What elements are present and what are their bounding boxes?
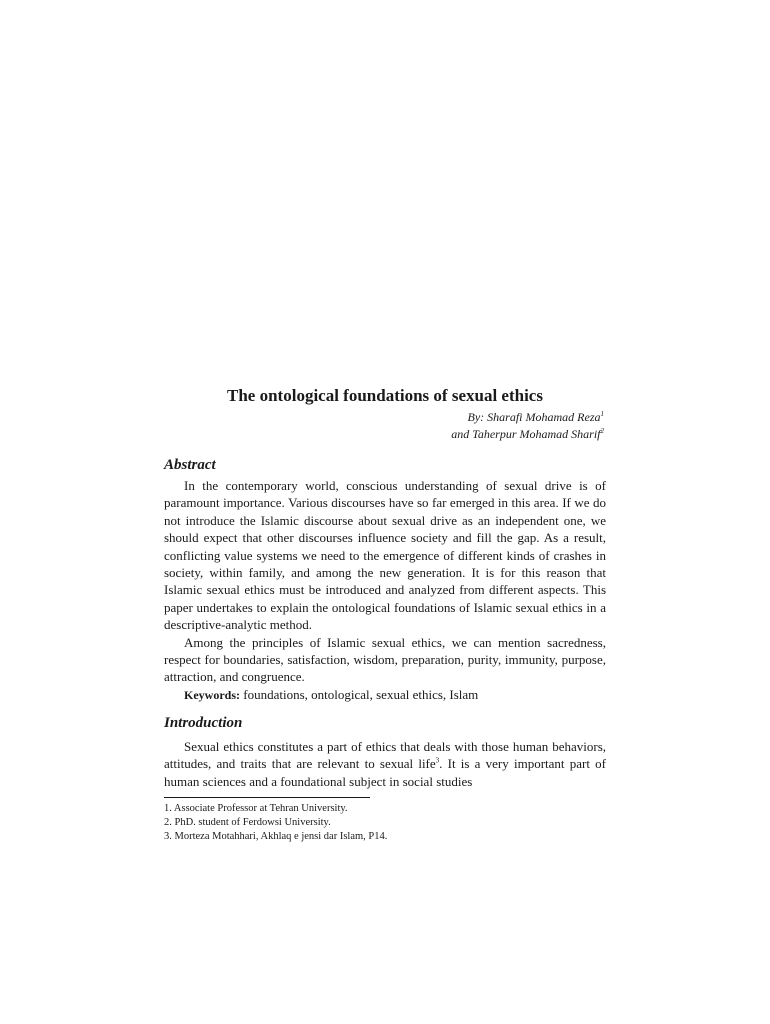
introduction-heading: Introduction	[164, 715, 243, 731]
paper-title: The ontological foundations of sexual ethics	[227, 386, 543, 405]
author-name: and Taherpur Mohamad Sharif	[451, 427, 601, 441]
author-block	[451, 409, 604, 443]
abstract-paragraph: Among the principles of Islamic sexual ethics, we can mention sacredness, respect for boundaries, satisfaction, wisdom, preparation, purity, immunity, purpose, attraction, and congruence.	[164, 634, 606, 685]
footnote: 3. Morteza Motahhari, Akhlaq e jensi dar Islam, P14.	[164, 831, 388, 842]
abstract-body	[164, 477, 606, 704]
keywords-text: foundations, ontological, sexual ethics, Islam	[243, 686, 479, 702]
keywords-label: Keywords:	[184, 687, 240, 702]
footnote-mark: 2	[600, 427, 604, 435]
author-line	[451, 409, 604, 426]
introduction-text-continued: . It is a very important part of human sciences and a foundational subject in social studies	[164, 756, 606, 789]
introduction-paragraph	[164, 738, 606, 790]
footnote: 2. PhD. student of Ferdowsi University.	[164, 817, 331, 828]
footnotes	[164, 802, 387, 844]
abstract-heading: Abstract	[164, 457, 216, 473]
footnote-mark: 3	[435, 757, 440, 766]
author-line	[451, 426, 604, 443]
footnote-mark: 1	[600, 410, 604, 418]
abstract-paragraph: In the contemporary world, conscious understanding of sexual drive is of paramount importance. Various discourses have so far emerged in this area. If we do not introduce the Islamic discourse about sexual drive as an independent one, we should expect that other discourses influence society and fill the gap. As a result, conflicting value systems we need to the emergence of different kinds of crashes in society, within family, and among the new generation. It is for this reason that Islamic sexual ethics must be introduced and analyzed from different aspects. This paper undertakes to explain the ontological foundations of Islamic sexual ethics in a descriptive-analytic method.	[164, 478, 606, 633]
introduction-body	[164, 738, 606, 790]
keywords-line	[164, 686, 606, 704]
footnote-divider	[164, 797, 370, 798]
introduction-text: Sexual ethics constitutes a part of ethics that deals with those human behaviors, attitudes, and traits that are relevant to sexual life	[164, 739, 606, 772]
footnote: 1. Associate Professor at Tehran University.	[164, 803, 348, 814]
author-name: By: Sharafi Mohamad Reza	[467, 410, 601, 424]
